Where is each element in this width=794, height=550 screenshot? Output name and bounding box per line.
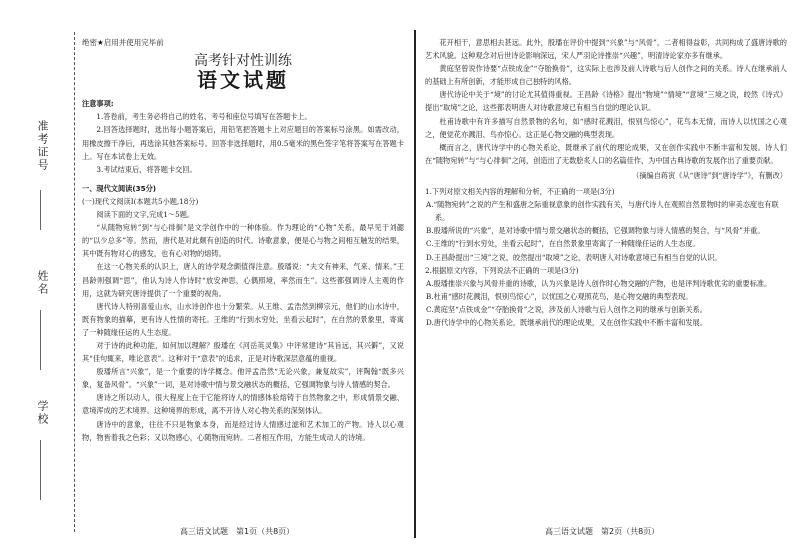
question-option: C.王维的“行到水穷处，坐看云起时”，在自然景象里寄寓了一种随缘任运的人生态度。 — [426, 239, 700, 249]
passage-paragraph: 概而言之，唐代诗学中的心物关系论，既继承了前代的理论成果，又在创作实践中不断丰富和发展。诗人们在“随物宛转”与“与心徘徊”之间，创造出了无数脍炙人口的名篇佳作，为中国古典诗歌的发展作出了重要贡献。 — [425, 142, 787, 165]
binding-margin — [8, 40, 60, 530]
notice-item: 2.回答选择题时，选出每小题答案后，用铅笔把答题卡上对应题目的答案标号涂黑。如需改动，用橡皮擦干净后，再选涂其他答案标号。回答非选择题时，用0.5毫米的黑色签字笔将答案写在答题卡上。写在本试卷上无效。 — [82, 125, 404, 161]
confidential-note: 绝密★启用并使用完毕前 — [82, 38, 164, 47]
passage-paragraph: 黄庭坚曾说作诗要“点铁成金”“夺胎换骨”，这实际上也涉及前人诗歌与后人创作之间的关系。诗人在继承前人的基础上有所创新，才能形成自己独特的风格。 — [425, 64, 787, 87]
binding-line — [40, 190, 41, 230]
passage-paragraph: “从随物宛转”到“与心徘徊”是文学创作中的一种体验。作为理论的“心物”关系，最早见于刘勰的“以少总多”等。然而，唐代是对此颇有创造的时代。诗歌意象，便是心与物之间相互触发的结果，其中既有物对心的感发，也有心对物的熔铸。 — [82, 223, 404, 259]
subsection-heading: (一)现代文阅读Ⅰ(本题共5小题,18分) — [82, 196, 199, 206]
binding-label-name: 姓名 — [36, 270, 49, 296]
binding-label-school: 学校 — [36, 400, 49, 426]
passage-paragraph: 殷璠所言“兴象”，是一个重要的诗学概念。他评孟浩然“无论兴象，兼复故实”，评陶翰“既多兴象，复备风骨”。“兴象”一词，是对诗歌中情与景交融状态的概括，它强调物象与诗人情感的契合。 — [82, 367, 404, 390]
binding-dashed-line — [74, 32, 75, 532]
passage-paragraph: 唐代诗论中关于“境”的讨论尤其值得重视。王昌龄《诗格》提出“物境”“情境”“意境”三境之说，皎然《诗式》提出“取境”之论，这些都表明唐人对诗歌意境已有相当自觉的理论认识。 — [425, 90, 787, 113]
notice-heading: 注意事项: — [82, 99, 114, 109]
question-option: C.黄庭坚“点铁成金”“夺胎换骨”之说，涉及前人诗歌与后人创作之间的继承与创新关系。 — [426, 304, 707, 314]
page-divider — [414, 30, 416, 538]
question-stem: 2.根据原文内容，下列说法不正确的一项是(3分) — [425, 265, 579, 275]
passage-paragraph: 在这一心物关系的认识上，唐人的诗学观念颇值得注意。殷璠说：“夫文有神来、气来、情来。”王昌龄则强调“思”，他认为诗人作诗时“放安神思，心偶照境，率然而生”。这些都强调诗人主观的作用，这就为研究唐诗提供了一个重要的视角。 — [82, 262, 404, 298]
left-page — [82, 36, 404, 522]
question-stem: 1.下列对原文相关内容的理解和分析，不正确的一项是(3分) — [425, 187, 615, 197]
section-heading: 一、现代文阅读(35分) — [82, 183, 157, 193]
question-option: B.殷璠所说的“兴象”，是对诗歌中情与景交融状态的概括，它强调物象与诗人情感的契合，与“风骨”并重。 — [426, 226, 765, 236]
passage-source: （摘编自蒋寅《从“唐诗”到“唐诗学”》，有删改） — [632, 170, 787, 180]
binding-line — [40, 310, 41, 370]
binding-label-exam-number: 准考证号 — [36, 120, 49, 172]
subject-title: 语文试题 — [197, 68, 289, 93]
passage-paragraph: 对于诗的此种功能，如何加以理解？殷璠在《河岳英灵集》中评常建诗“其旨远，其兴僻”，又说其“佳句辄来，唯论意表”。这种对于“意表”的追求，正是对诗歌深层意蕴的重视。 — [82, 340, 404, 364]
binding-line — [40, 440, 41, 500]
passage-paragraph: 唐代诗人特别喜爱山水，山水诗创作也十分繁荣。从王维、孟浩然到柳宗元，他们的山水诗中，既有物象的描摹，更有诗人性情的寄托。王维的“行到水穷处，坐看云起时”，在自然的景象里，寄寓了一种随缘任运的人生态度。 — [82, 301, 404, 337]
question-option: A.殷璠推崇兴象与风骨并重的诗歌，认为兴象是诗人创作时心物交融的产物，也是评判诗歌优劣的重要标准。 — [426, 278, 772, 288]
passage-paragraph: 杜甫诗歌中有许多描写自然景物的名句，如“感时花溅泪，恨别鸟惊心”，花鸟本无情，而诗人以忧国之心观之，便觉花亦溅泪、鸟亦惊心。这正是心物交融的典型表现。 — [425, 116, 787, 139]
question-option: D.唐代诗学中的心物关系论，既继承前代的理论成果，又在创作实践中不断丰富和发展。 — [426, 317, 707, 327]
passage-paragraph: 唐诗中的意象，往往不只是物象本身，而是经过诗人情感过滤和艺术加工的产物。诗人以心观物，物皆着我之色彩；又以物感心，心随物而宛转。二者相互作用，方能生成动人的诗境。 — [82, 419, 404, 442]
page-footer-left: 高三语文试题 第1页（共8页） — [180, 527, 295, 536]
passage-paragraph: 唐诗之所以动人，很大程度上在于它能将诗人的情感体验熔铸于自然物象之中，形成情景交融、意境浑成的艺术境界。这种境界的形成，离不开诗人对心物关系的深刻体认。 — [82, 393, 404, 416]
question-option: B.杜甫“感时花溅泪，恨别鸟惊心”，以忧国之心观照花鸟，是心物交融的典型表现。 — [426, 291, 693, 301]
reading-instruction: 阅读下面的文字,完成1～5题。 — [96, 210, 195, 220]
question-option: A.“随物宛转”之说的产生和盛唐之际重视意象的创作实践有关，与唐代诗人在观照自然景物时的审美态度也有联系。 — [426, 200, 779, 223]
question-option: D.王昌龄提出“三境”之说，皎然提出“取境”之论，表明唐人对诗歌意境已有相当自觉的认识。 — [426, 252, 722, 262]
exam-title: 高考针对性训练 — [194, 53, 292, 70]
right-page — [425, 36, 787, 522]
notice-item: 1.答卷前，考生务必将自己的姓名、考号和座位号填写在答题卡上。 — [96, 112, 312, 122]
passage-paragraph: 花开相干，意思相去甚远。此外，殷璠在评价中提到“兴象”与“风骨”，二者相得益彰，共同构成了盛唐诗歌的艺术风貌。这种观念对后世诗论影响深远，宋人严羽论诗推崇“兴趣”，明清诗论家亦多有继承。 — [425, 38, 787, 61]
notice-item: 3.考试结束后，将答题卡交回。 — [96, 164, 197, 174]
page-footer-right: 高三语文试题 第2页（共8页） — [545, 527, 660, 536]
